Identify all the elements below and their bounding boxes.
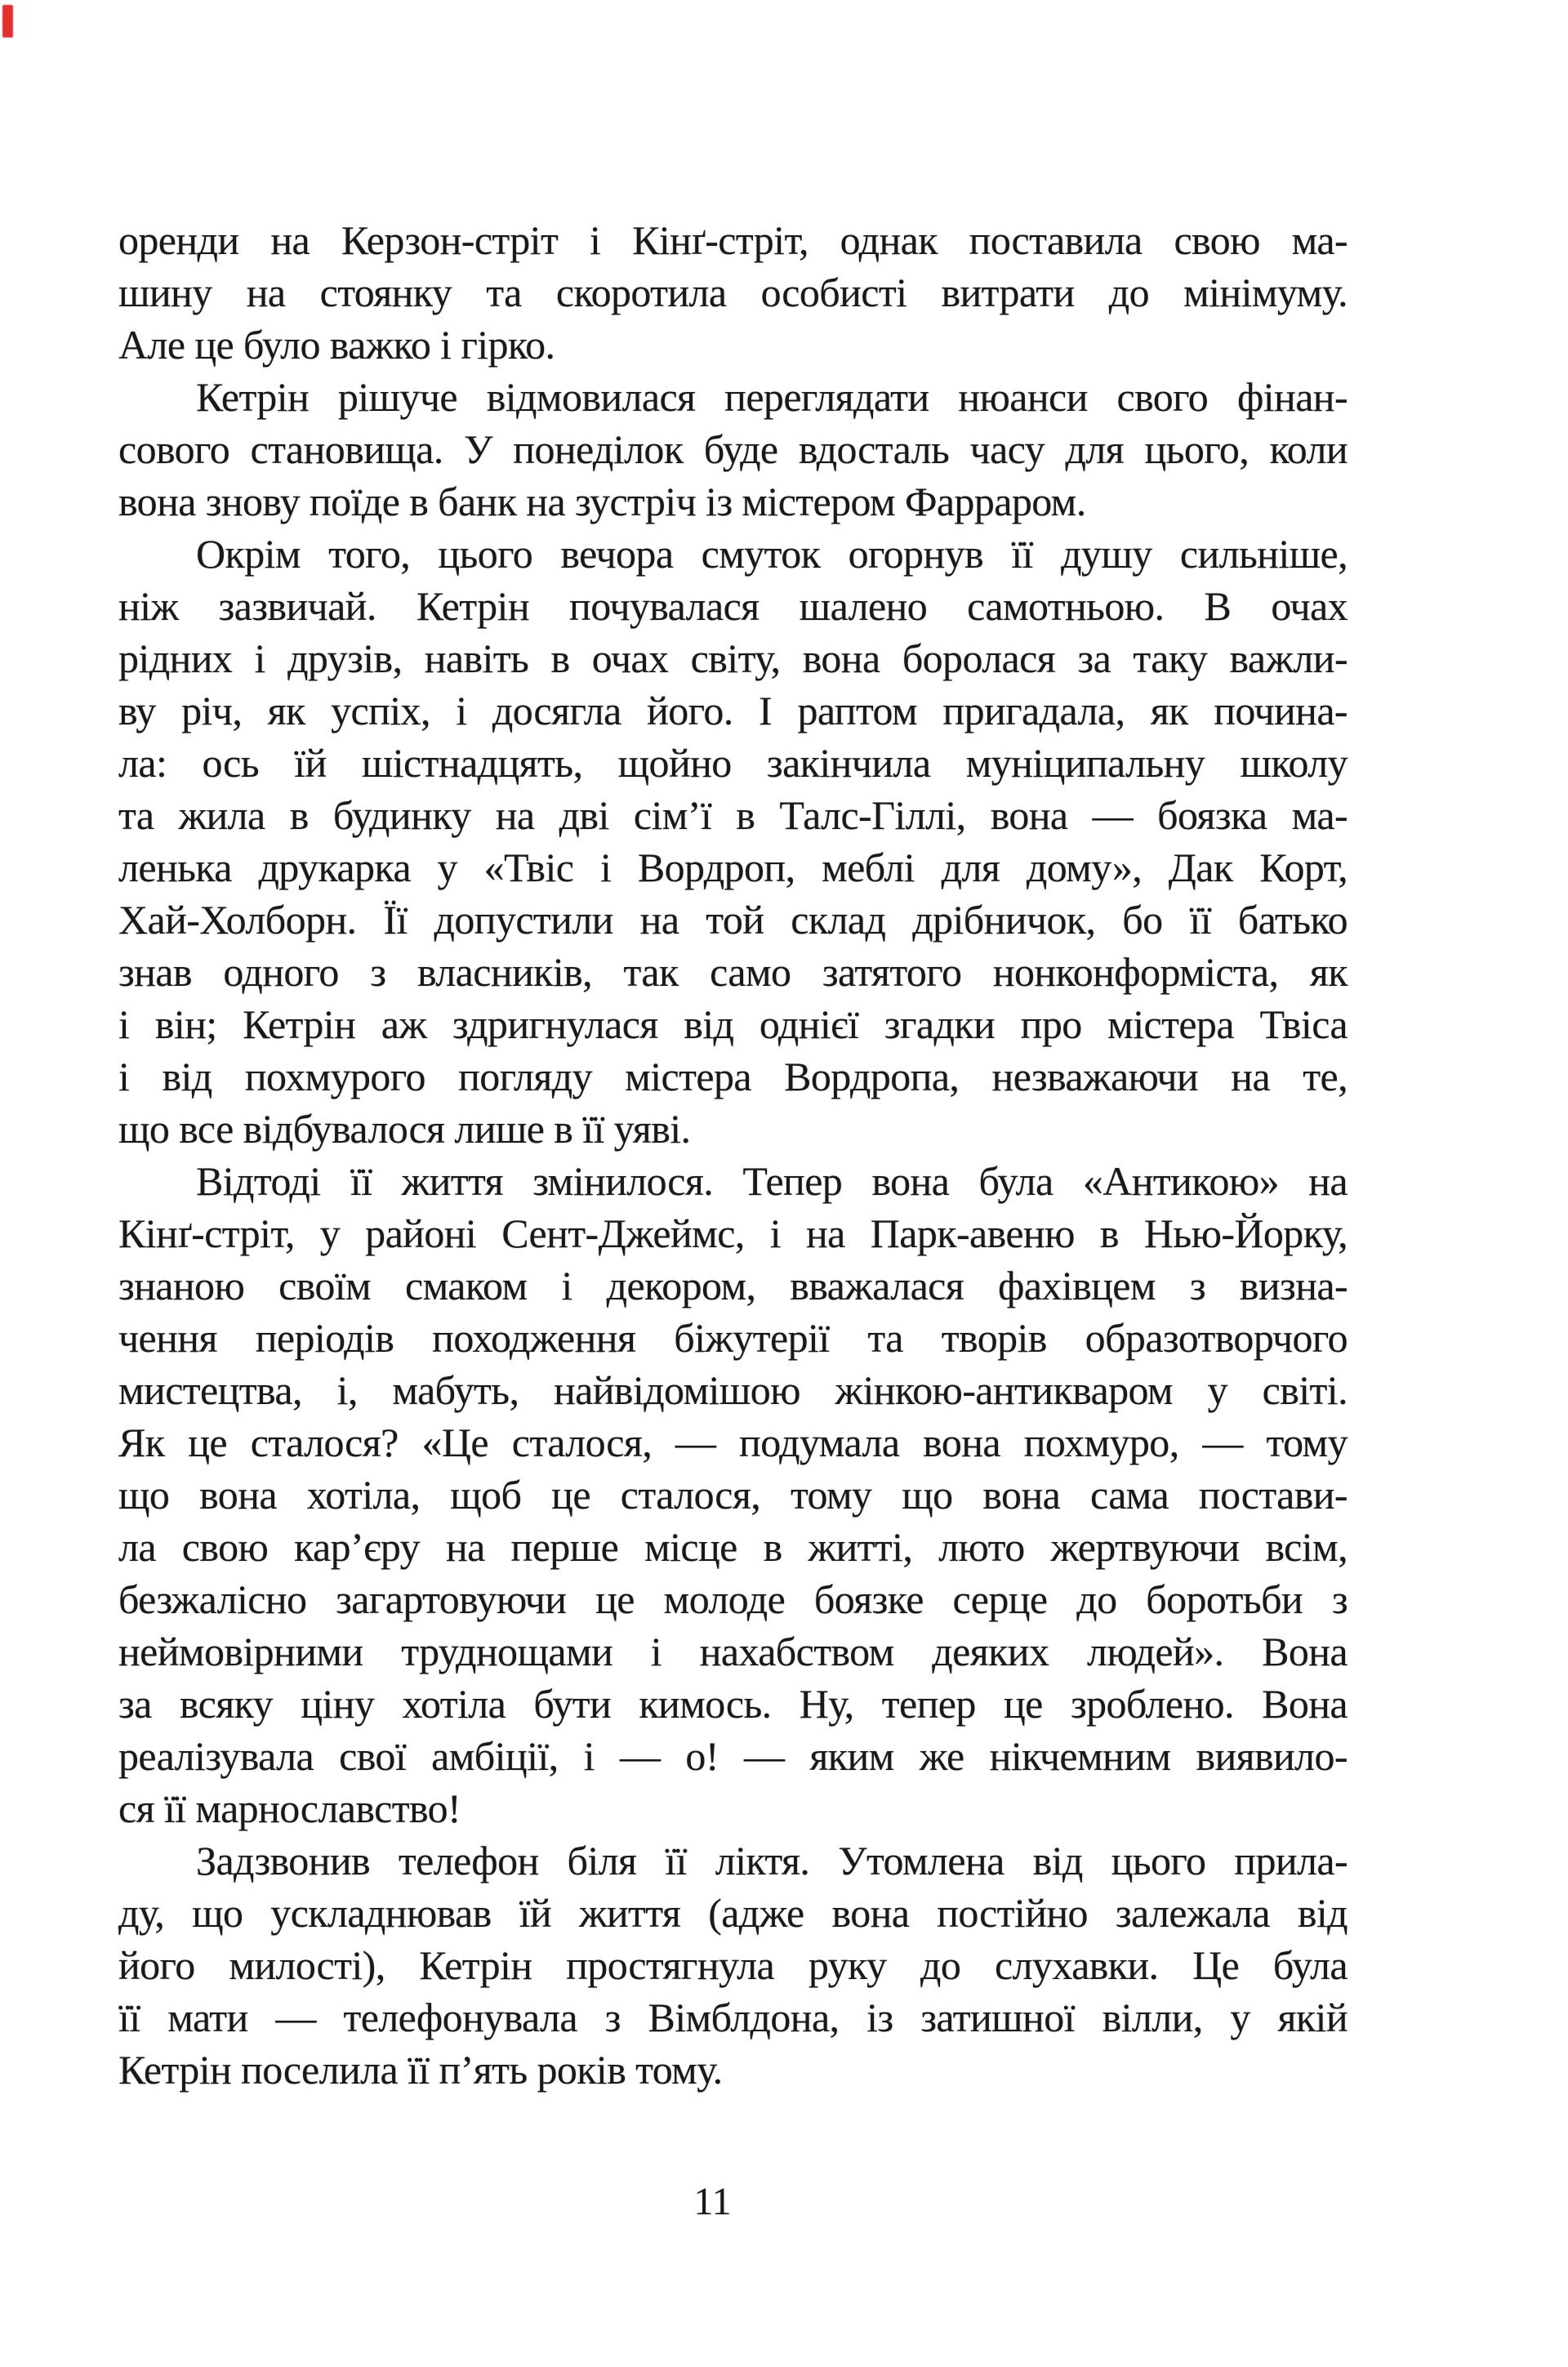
text-line: і він; Кетрін аж здригнулася від однієї згадки про містера Твіса — [118, 1001, 1348, 1047]
text-line: безжалісно загартовуючи це молоде боязке серце до боротьби з — [118, 1576, 1348, 1622]
text-line: ву річ, як успіх, і досягла його. І раптом пригадала, як почина- — [118, 688, 1348, 733]
text-line: Кінґ-стріт, у районі Сент-Джеймс, і на Парк-авеню в Нью-Йорку, — [118, 1210, 1348, 1256]
text-line: ся її марнославство! — [118, 1785, 461, 1831]
text-line: його милості), Кетрін простягнула руку до слухавки. Це була — [118, 1942, 1348, 1988]
text-line: за всяку ціну хотіла бути кимось. Ну, тепер це зроблено. Вона — [118, 1681, 1348, 1727]
scan-artifact-mark — [2, 5, 13, 38]
text-line: що вона хотіла, щоб це сталося, тому що вона сама постави- — [118, 1472, 1348, 1518]
text-line: знав одного з власників, так само затятого нонконформіста, як — [118, 949, 1348, 995]
text-line: Кетрін поселила її п’ять років тому. — [118, 2047, 723, 2093]
text-line: її мати — телефонувала з Вімблдона, із затишної вілли, у якій — [118, 1995, 1348, 2040]
text-line: що все відбувалося лише в її уяві. — [118, 1106, 691, 1152]
text-line: рідних і друзів, навіть в очах світу, вона боролася за таку важли- — [118, 635, 1348, 681]
text-line: знаною своїм смаком і декором, вважалася фахівцем з визна- — [118, 1263, 1348, 1308]
text-line: Задзвонив телефон біля її ліктя. Утомлена від цього прила- — [196, 1838, 1348, 1883]
page-text-block — [118, 214, 1348, 2096]
text-line: неймовірними труднощами і нахабством деяких людей». Вона — [118, 1629, 1348, 1674]
text-line: шину на стоянку та скоротила особисті витрати до мінімуму. — [118, 270, 1348, 315]
text-line: ніж зазвичай. Кетрін почувалася шалено самотньою. В очах — [118, 583, 1348, 629]
text-line: та жила в будинку на дві сім’ї в Талс-Гіллі, вона — боязка ма- — [118, 792, 1348, 838]
text-line: реалізувала свої амбіції, і — о! — яким же нікчемним виявило- — [118, 1733, 1348, 1779]
paragraph-4 — [118, 1155, 1348, 1834]
text-line: вона знову поїде в банк на зустріч із містером Фарраром. — [118, 479, 1086, 524]
paragraph-5 — [118, 1834, 1348, 2096]
text-line: ла свою кар’єру на перше місце в житті, люто жертвуючи всім, — [118, 1524, 1348, 1570]
text-line: оренди на Керзон-стріт і Кінґ-стріт, однак поставила свою ма- — [118, 217, 1348, 263]
paragraph-3 — [118, 528, 1348, 1155]
paragraph-2 — [118, 371, 1348, 528]
text-line: і від похмурого погляду містера Вордропа, незважаючи на те, — [118, 1054, 1348, 1099]
text-line: ла: ось їй шістнадцять, щойно закінчила муніципальну школу — [118, 740, 1348, 786]
text-line: Як це сталося? «Це сталося, — подумала вона похмуро, — тому — [118, 1420, 1348, 1465]
text-line: Відтоді її життя змінилося. Тепер вона була «Антикою» на — [196, 1158, 1348, 1204]
text-line: Кетрін рішуче відмовилася переглядати нюанси свого фінан- — [196, 374, 1348, 420]
page-number: 11 — [693, 2180, 732, 2223]
text-line: Але це було важко і гірко. — [118, 322, 555, 368]
text-line: чення періодів походження біжутерії та творів образотворчого — [118, 1315, 1348, 1361]
text-line: Хай-Холборн. Її допустили на той склад дрібничок, бо її батько — [118, 897, 1348, 943]
text-line: Окрім того, цього вечора смуток огорнув її душу сильніше, — [196, 531, 1348, 577]
paragraph-1 — [118, 214, 1348, 371]
text-line: сового становища. У понеділок буде вдосталь часу для цього, коли — [118, 426, 1348, 472]
text-line: ленька друкарка у «Твіс і Вордроп, меблі для дому», Дак Корт, — [118, 845, 1348, 890]
text-line: ду, що ускладнював їй життя (адже вона постійно залежала від — [118, 1890, 1348, 1936]
text-line: мистецтва, і, мабуть, найвідомішою жінкою-антикваром у світі. — [118, 1367, 1348, 1413]
